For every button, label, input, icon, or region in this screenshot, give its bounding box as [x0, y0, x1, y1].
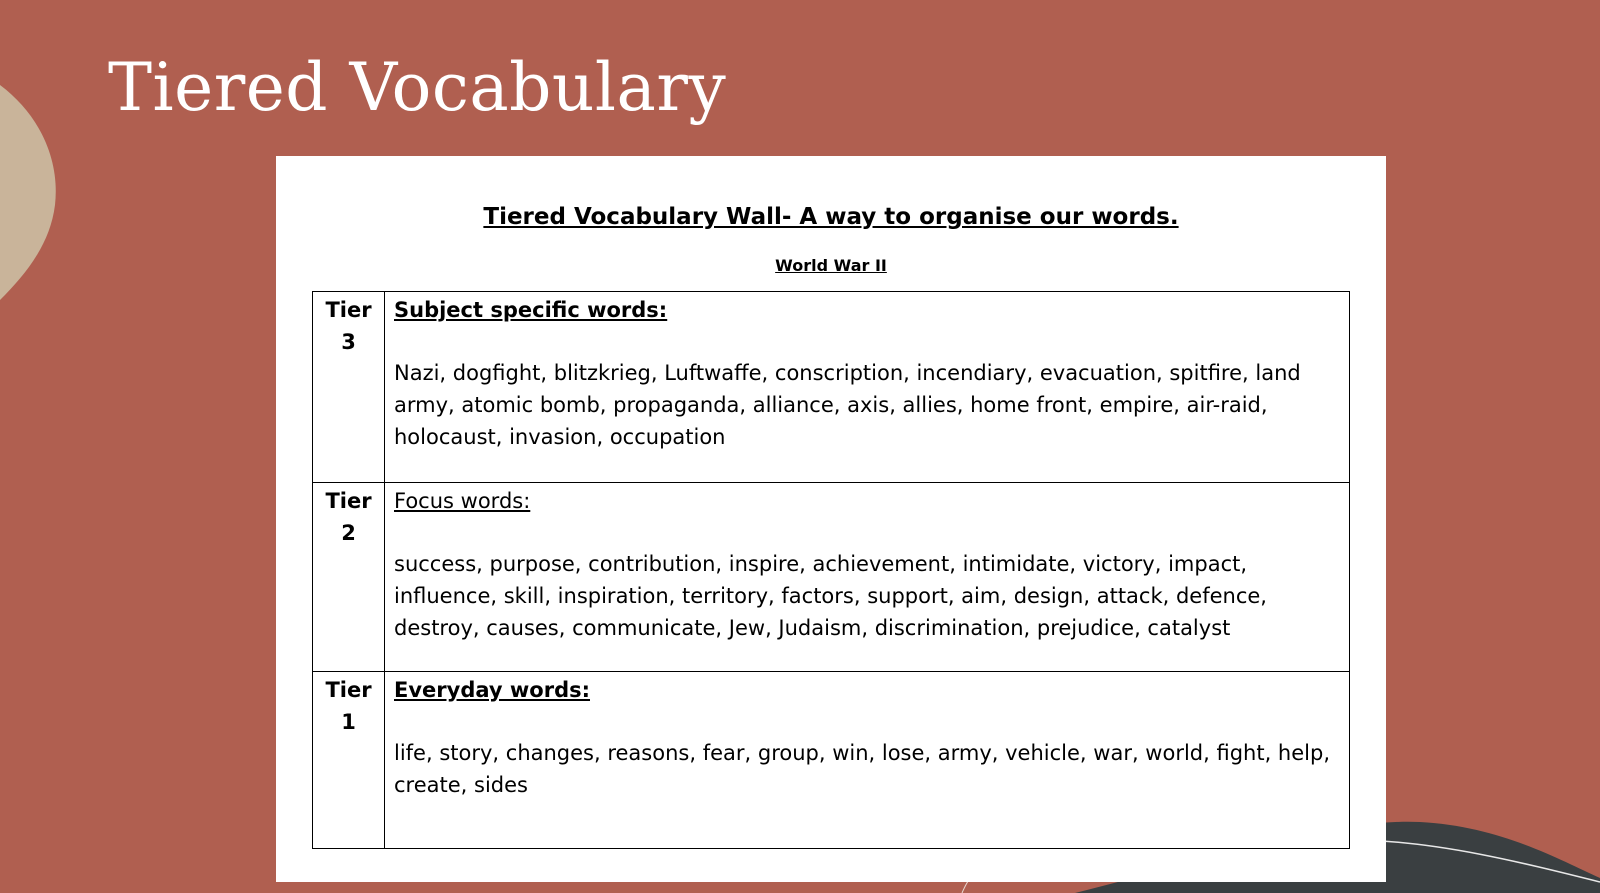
tier-label-cell: [313, 483, 385, 672]
tier-number: 1: [341, 710, 356, 734]
document-subtitle: World War II: [775, 256, 887, 275]
word-list: life, story, changes, reasons, fear, group, win, lose, army, vehicle, war, world, fight, help, create, sides: [394, 741, 1330, 797]
document-page: [276, 156, 1386, 882]
vocabulary-table: [312, 291, 1350, 849]
tier-word: Tier: [325, 298, 372, 322]
beige-blob-shape: [0, 85, 56, 300]
tier-word: Tier: [325, 489, 372, 513]
tier-label-cell: [313, 672, 385, 849]
category-heading: Subject specific words:: [394, 298, 668, 322]
table-row-tier-1: [313, 672, 1350, 849]
word-list: success, purpose, contribution, inspire, achievement, intimidate, victory, impact, influence, skill, inspiration, territory, factors, support, aim, design, attack, defence, destroy, causes, communicate, Jew, Judaism, discrimination, prejudice, catalyst: [394, 552, 1267, 640]
word-list: Nazi, dogfight, blitzkrieg, Luftwaffe, conscription, incendiary, evacuation, spitfire, land army, atomic bomb, propaganda, alliance, axis, allies, home front, empire, air-raid, holocaust, invasion, occupation: [394, 361, 1301, 449]
table-row-tier-3: [313, 292, 1350, 483]
document-title: Tiered Vocabulary Wall- A way to organise our words.: [483, 204, 1179, 230]
words-cell: [385, 672, 1350, 849]
tier-number: 2: [341, 521, 356, 545]
table-row-tier-2: [313, 483, 1350, 672]
category-heading: Focus words:: [394, 489, 531, 513]
words-cell: [385, 483, 1350, 672]
category-heading: Everyday words:: [394, 678, 590, 702]
tier-label-cell: [313, 292, 385, 483]
tier-number: 3: [341, 330, 356, 354]
slide-title: Tiered Vocabulary: [108, 49, 727, 126]
words-cell: [385, 292, 1350, 483]
tier-word: Tier: [325, 678, 372, 702]
